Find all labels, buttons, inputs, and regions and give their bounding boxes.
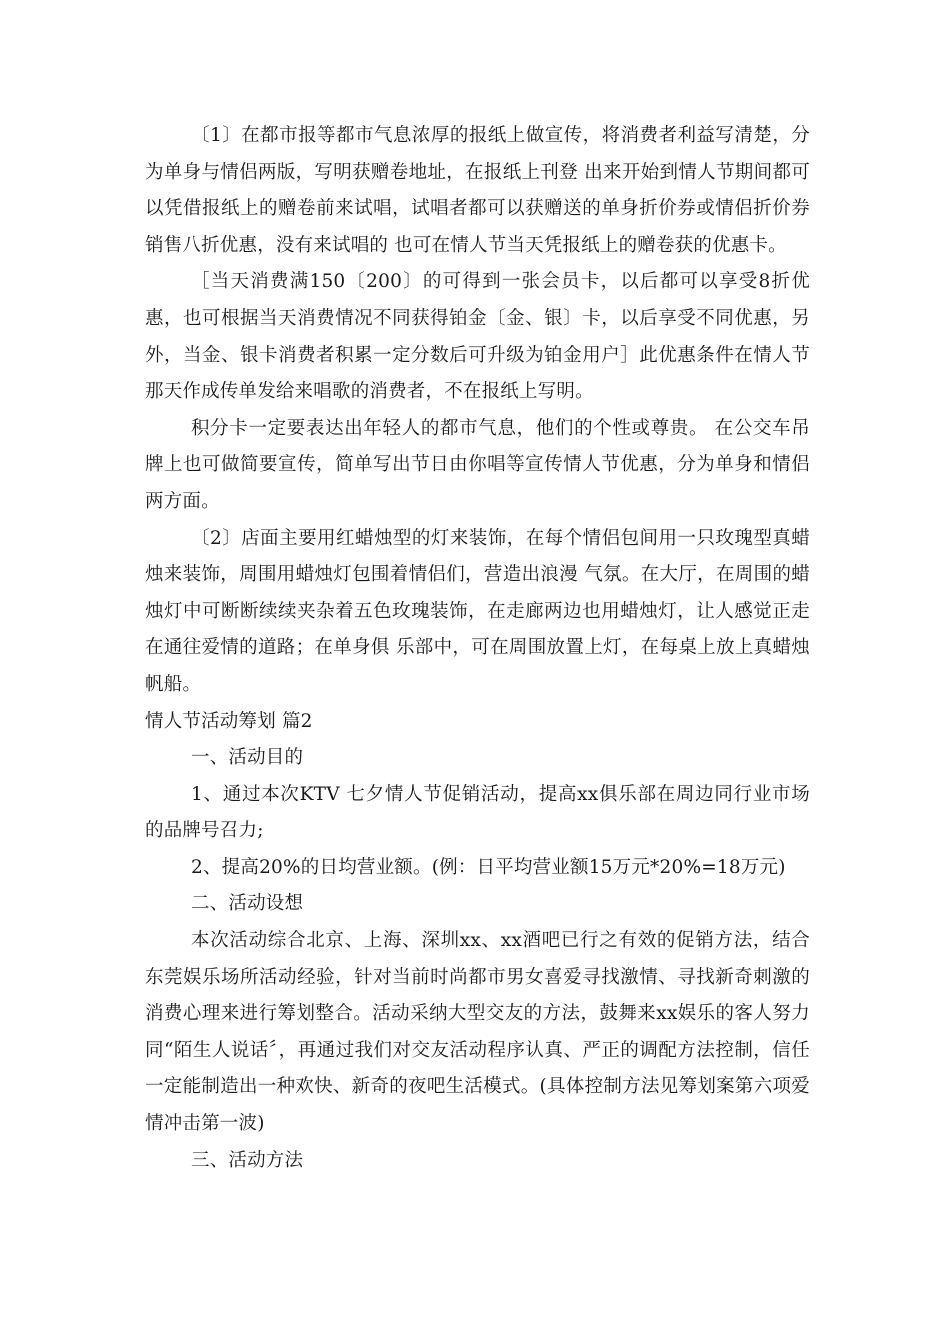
paragraph-activity-concept: 本次活动综合北京、上海、深圳xx、xx酒吧已行之有效的促销方法，结合东莞娱乐场所活动经验，针对当前时尚都市男女喜爱寻找激情、寻找新奇刺激的消费心理来进行筹划整合。活动采纳大型交友的方法，鼓舞来xx娱乐的客人努力同“陌生人说话〞，再通过我们对交友活动程序认真、严正的调配方法控制，信任一定能制造出一种欢快、新奇的夜吧生活模式。(具体控制方法见筹划案第六项爱情冲击第一波) [145,930,810,1135]
heading-activity-purpose: 一、活动目的 [191,747,304,769]
paragraph-store-decoration: 〔2〕店面主要用红蜡烛型的灯来装饰，在每个情侣包间用一只玫瑰型真蜡烛来装饰，周围用蜡烛灯包围着情侣们，营造出浪漫 气氛。在大厅，在周围的蜡烛灯中可断断续续夹杂着五色玫瑰装饰，在走廊两边也用蜡烛灯，让人感觉正走在通往爱情的道路；在单身俱 乐部中，可在周围放置上灯，在每桌上放上真蜡烛帆船。 [145,527,810,695]
paragraph-purpose-2: 2、提高20%的日均营业额。(例：日平均营业额15万元*20%=18万元) [191,856,786,878]
heading-activity-concept: 二、活动设想 [191,893,304,915]
document-page [145,118,810,1179]
paragraph-member-card: ［当天消费满150〔200〕的可得到一张会员卡，以后都可以享受8折优惠，也可根据当天消费情况不同获得铂金〔金、银〕卡，以后享受不同优惠，另外，当金、银卡消费者积累一定分数后可升级为铂金用户］此优惠条件在情人节那天作成传单发给来唱歌的消费者，不在报纸上写明。 [145,271,810,403]
paragraph-purpose-1: 1、通过本次KTV 七夕情人节促销活动，提高xx俱乐部在周边同行业市场的品牌号召力; [145,783,810,842]
section-title-part2: 情人节活动筹划 篇2 [145,710,313,732]
heading-activity-method: 三、活动方法 [191,1149,304,1171]
paragraph-newspaper-promo: 〔1〕在都市报等都市气息浓厚的报纸上做宣传，将消费者利益写清楚，分为单身与情侣两版，写明获赠卷地址，在报纸上刊登 出来开始到情人节期间都可以凭借报纸上的赠卷前来试唱，试唱者都可以获赠送的单身折价券或情侣折价券销售八折优惠，没有来试唱的 也可在情人节当天凭报纸上的赠卷获的优惠卡。 [145,125,810,256]
paragraph-points-card: 积分卡一定要表达出年轻人的都市气息，他们的个性或尊贵。 在公交车吊牌上也可做简要宣传，简单写出节日由你唱等宣传情人节优惠，分为单身和情侣两方面。 [145,417,810,512]
